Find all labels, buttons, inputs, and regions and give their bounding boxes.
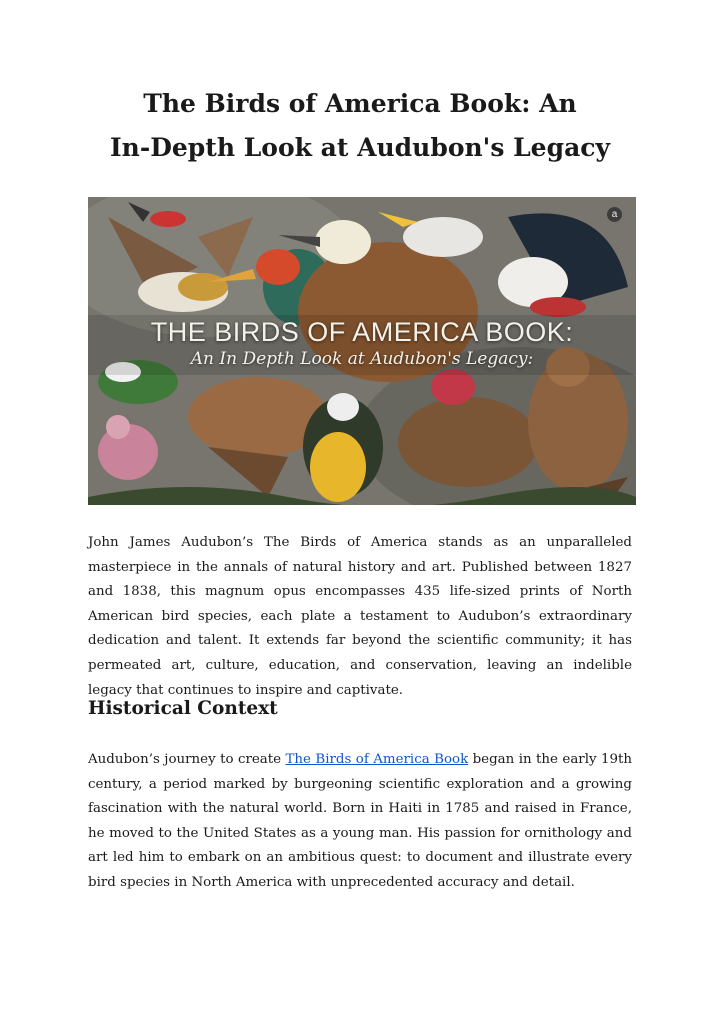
paragraph-text-start: Audubon’s journey to create (88, 752, 286, 767)
hero-image (88, 197, 636, 505)
page-title (60, 82, 660, 170)
section-heading: Historical Context (88, 698, 278, 719)
title-line-2: In-Depth Look at Audubon's Legacy (109, 133, 611, 162)
intro-paragraph: John James Audubon’s The Birds of America stands as an unparalleled masterpiece in the annals of natural history and art. Published between 1827 and 1838, this magnum opus encompasses 435 life-sized prints of North American bird species, each plate a testament to Audubon’s extraordinary dedication and talent. It extends far beyond the scientific community; it has permeated art, culture, education, and conservation, leaving an indelible legacy that continues to inspire and captivate. (88, 535, 632, 698)
hero-subheading: An In Depth Look at Audubon's Legacy: (190, 349, 534, 369)
hero-heading: THE BIRDS OF AMERICA BOOK: (150, 317, 574, 347)
birds-of-america-link[interactable]: The Birds of America Book (285, 752, 469, 767)
historical-context-paragraph (88, 748, 632, 896)
logo-icon: a (607, 207, 622, 222)
paragraph-text-end: began in the early 19th century, a period marked by burgeoning scientific exploration and a growing fascination with the natural world. Born in Haiti in 1785 and raised in France, he moved to the United States as a young man. His passion for ornithology and art led him to embark on an ambitious quest: to document and illustrate every bird species in North America with unprecedented accuracy and detail. (88, 752, 633, 890)
title-line-1: The Birds of America Book: An (143, 89, 577, 118)
